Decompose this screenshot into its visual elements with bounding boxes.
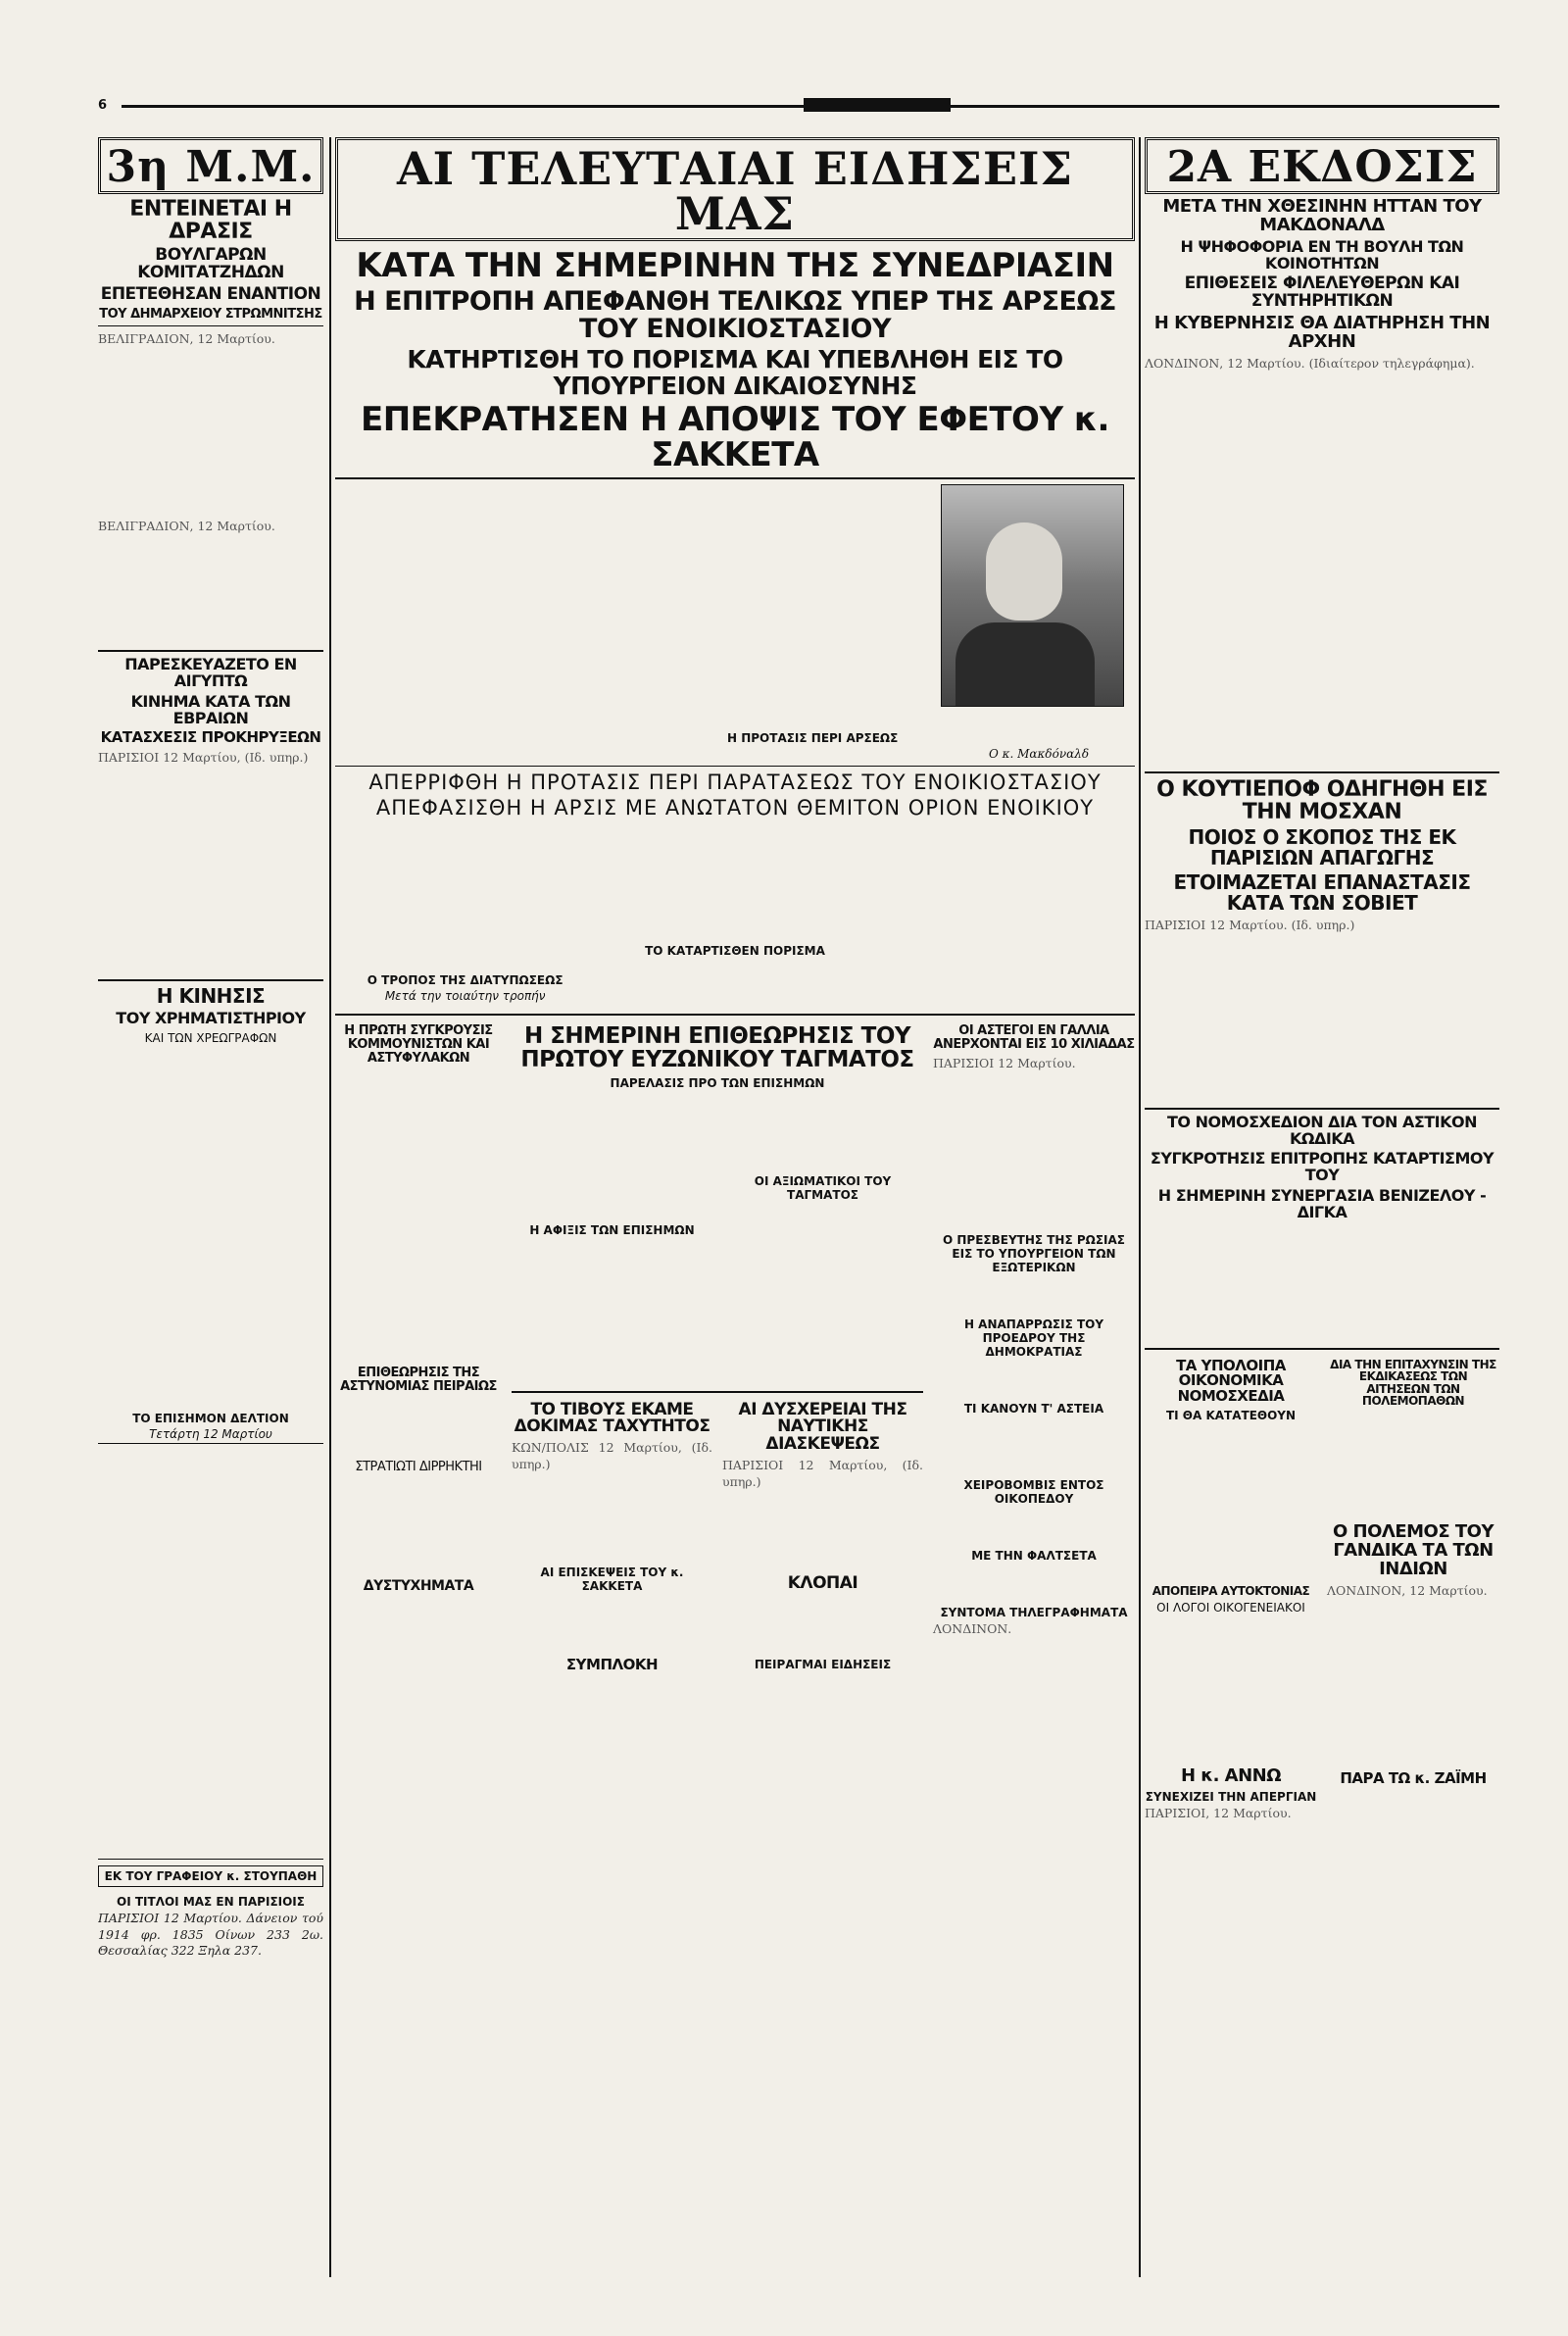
headline-rejected: ΑΠΕΡΡΙΦΘΗ Η ΠΡΟΤΑΣΙΣ ΠΕΡΙ ΠΑΡΑΤΑΣΕΩΣ ΤΟΥ ΕΝΟΙΚΙΟΣΤΑΣΙΟΥ [368,770,1102,795]
headline-accidents: ΔΥΣΤΥΧΗΜΑΤΑ [363,1578,474,1595]
headline-naval-conference: ΑΙ ΔΥΣΧΕΡΕΙΑΙ ΤΗΣ ΝΑΥΤΙΚΗΣ ΔΙΑΣΚΕΨΕΩΣ [738,1399,907,1455]
divider [335,766,1135,767]
article-column [512,1398,712,1677]
subhead-family-reasons: ΟΙ ΛΟΓΟΙ ΟΙΚΟΓΕΝΕΙΑΚΟΙ [1156,1601,1305,1615]
headline-macdonald-1: ΜΕΤΑ ΤΗΝ ΧΘΕΣΙΝΗΝ ΗΤΤΑΝ ΤΟΥ ΜΑΚΔΟΝΑΛΔ [1162,196,1482,235]
divider [1145,1108,1499,1110]
headline-homeless-france: ΟΙ ΑΣΤΕΓΟΙ ΕΝ ΓΑΛΛΙΑ ΑΝΕΡΧΟΝΤΑΙ ΕΙΣ 10 ΧΙΛΙΑΔΑΣ [933,1023,1135,1052]
dateline-london: ΛΟΝΔΙΝΟΝ. [933,1620,1012,1636]
headline-hand-grenade: ΧΕΙΡΟΒΟΜΒΙΣ ΕΝΤΟΣ ΟΙΚΟΠΕΔΟΥ [963,1477,1104,1506]
headline-tibous: ΤΟ ΤΙΒΟΥΣ ΕΚΑΜΕ ΔΟΚΙΜΑΣ ΤΑΧΥΤΗΤΟΣ [514,1399,710,1437]
headline-koutiepof-1: Ο ΚΟΥΤΙΕΠΟΦ ΟΔΗΓΗΘΗ ΕΙΣ ΤΗΝ ΜΟΣΧΑΝ [1156,776,1488,824]
rent-article [335,822,1135,1009]
lower-col-1 [335,1020,502,1815]
official-bulletin-title: ΤΟ ΕΠΙΣΗΜΟΝ ΔΕΛΤΙΟΝ [132,1411,289,1425]
headline-egypt-2: ΚΙΝΗΜΑ ΚΑΤΑ ΤΩΝ ΕΒΡΑΙΩΝ [130,691,291,727]
headline-thefts: ΚΛΟΠΑΙ [787,1572,858,1593]
headline-zaimis: ΠΑΡΑ ΤΩ κ. ΖΑΪΜΗ [1340,1769,1487,1788]
main-banner: ΑΙ ΤΕΛΕΥΤΑΙΑΙ ΕΙΔΗΣΕΙΣ ΜΑΣ [335,137,1135,241]
dateline-london-gandhi: ΛΟΝΔΙΝΟΝ, 12 Μαρτίου. [1327,1582,1488,1598]
article-body-placeholder [933,1417,1135,1476]
headline-president-recovery: Η ΑΝΑΠΑΡΡΩΣΙΣ ΤΟΥ ΠΡΟΕΔΡΟΥ ΤΗΣ ΔΗΜΟΚΡΑΤΙΑΣ [963,1317,1104,1359]
masthead-strip [804,98,951,112]
headline-anno: Η κ. ΑΝΝΩ [1180,1765,1282,1787]
lower-subgrid [512,1398,923,1677]
headline-koutiepof-2: ΠΟΙΟΣ Ο ΣΚΟΠΟΣ ΤΗΣ ΕΚ ΠΑΡΙΣΙΩΝ ΑΠΑΓΩΓΗΣ [1188,824,1456,870]
headline-committee-1: ΚΑΤΑ ΤΗΝ ΣΗΜΕΡΙΝΗΝ ΤΗΣ ΣΥΝΕΔΡΙΑΣΙΝ [356,246,1114,285]
headline-russian-ambassador: Ο ΠΡΕΣΒΕΥΤΗΣ ΤΗΣ ΡΩΣΙΑΣ ΕΙΣ ΤΟ ΥΠΟΥΡΓΕΙΟΝ ΤΩΝ ΕΞΩΤΕΡΙΚΩΝ [943,1232,1125,1274]
page-number: 6 [98,98,108,113]
article-body-placeholder [1145,374,1499,767]
subhead-parade: ΠΑΡΕΛΑΣΙΣ ΠΡΟ ΤΩΝ ΕΠΙΣΗΜΩΝ [610,1075,825,1090]
headline-sakketa-visits: ΑΙ ΕΠΙΣΚΕΨΕΙΣ ΤΟΥ κ. ΣΑΚΚΕΤΑ [540,1566,684,1594]
headline-stock-1: Η ΚΙΝΗΣΙΣ [156,983,266,1008]
running-head [98,98,1499,112]
article-body-placeholder [98,1047,323,1410]
right-lower-grid [1145,1355,1499,1825]
headline-bulgarian-1: ΕΝΤΕΙΝΕΤΑΙ Η ΔΡΑΣΙΣ [129,197,292,245]
article-body-placeholder [1327,1601,1499,1767]
dateline-london-1: ΛΟΝΔΙΝΟΝ, 12 Μαρτίου. (Ιδιαίτερον τηλεγράφημα). [1145,355,1475,371]
footer-securities-title: ΟΙ ΤΙΤΛΟΙ ΜΑΣ ΕΝ ΠΑΡΙΣΙΟΙΣ [117,1894,305,1909]
footer-securities-body: ΠΑΡΙΣΙΟΙ 12 Μαρτίου. Δάνειον τού 1914 φρ. 1835 Οίνων 233 2ω. Θεσσαλίας 322 Ξηλα 237. [98,1910,323,1959]
lower-col-2 [512,1020,923,1815]
official-bulletin-date: Τετάρτη 12 Μαρτίου [149,1426,272,1441]
headline-stock-2: ΤΟΥ ΧΡΗΜΑΤΙΣΤΗΡΙΟΥ [116,1008,306,1027]
article-body-placeholder [98,769,323,974]
subhead-porisma: ΤΟ ΚΑΤΑΡΤΙΣΘΕΝ ΠΟΡΙΣΜΑ [645,944,825,959]
headline-scuffle: ΣΥΜΠΛΟΚΗ [565,1656,659,1674]
subhead-officers: ΟΙ ΑΞΙΩΜΑΤΙΚΟΙ ΤΟΥ ΤΑΓΜΑΤΟΣ [754,1173,892,1202]
photo-caption: Ο κ. Μακδόναλδ [988,747,1090,762]
headline-jokes: ΤΙ ΚΑΝΟΥΝ Τ' ΑΣΤΕΙΑ [963,1401,1104,1416]
column-left [98,137,323,2248]
article-body-placeholder [335,1069,502,1363]
article-body-placeholder [335,1598,502,1814]
headline-macdonald-4: Η ΚΥΒΕΡΝΗΣΙΣ ΘΑ ΔΙΑΤΗΡΗΣΗ ΤΗΝ ΑΡΧΗΝ [1153,313,1491,352]
article-body-placeholder [933,1361,1135,1400]
article-column [537,486,731,727]
divider [335,477,1135,479]
article-body-placeholder [722,1094,923,1172]
subhead-arrival: Η ΑΦΙΞΙΣ ΤΩΝ ΕΠΙΣΗΜΩΝ [529,1222,695,1237]
article-column [722,1398,923,1677]
column-rule [329,137,331,2277]
article-body-placeholder [933,1508,1135,1547]
headline-committee-3: ΚΑΤΗΡΤΙΣΘΗ ΤΟ ΠΟΡΙΣΜΑ ΚΑΙ ΥΠΕΒΛΗΘΗ ΕΙΣ ΤΟ ΥΠΟΥΡΓΕΙΟΝ ΔΙΚΑΙΟΣΥΝΗΣ [407,345,1063,400]
article-body-placeholder [1145,936,1499,1103]
headline-committee-2: Η ΕΠΙΤΡΟΠΗ ΑΠΕΦΑΝΘΗ ΤΕΛΙΚΩΣ ΥΠΕΡ ΤΗΣ ΑΡΣΕΩΣ ΤΟΥ ΕΝΟΙΚΙΟΣΤΑΣΙΟΥ [354,285,1116,345]
dateline-belgrade-1: ΒΕΛΙΓΡΑΔΙΟΝ, 12 Μαρτίου. [98,331,275,347]
headline-war-victims: ΔΙΑ ΤΗΝ ΕΠΙΤΑΧΥΝΣΙΝ ΤΗΣ ΕΚΔΙΚΑΣΕΩΣ ΤΩΝ ΑΙΤΗΣΕΩΝ ΤΩΝ ΠΟΛΕΜΟΠΑΘΩΝ [1330,1357,1496,1409]
column-rule [1139,137,1141,2277]
article-body-placeholder [605,824,864,942]
macdonald-portrait-image [941,484,1124,707]
headline-bulgarian-4: ΤΟΥ ΔΗΜΑΡΧΕΙΟΥ ΣΤΡΩΜΝΙΤΣΗΣ [99,306,322,322]
dateline-paris-anno: ΠΑΡΙΣΙΟΙ, 12 Μαρτίου. [1145,1806,1292,1821]
article-body-placeholder [1145,1225,1499,1343]
article-body-placeholder [1327,1412,1499,1519]
headline-clash: Η ΠΡΩΤΗ ΣΥΓΚΡΟΥΣΙΣ ΚΟΜΜΟΥΝΙΣΤΩΝ ΚΑΙ ΑΣΤΥΦΥΛΑΚΩΝ [344,1023,493,1066]
edition-banner-3pm: 3η Μ.Μ. [98,137,323,194]
headline-egypt-3: ΚΑΤΑΣΧΕΣΙΣ ΠΡΟΚΗΡΥΞΕΩΝ [100,728,321,747]
subhead-wording-note: Μετά την τοιαύτην τροπήν [384,989,546,1004]
divider [1145,771,1499,773]
headline-bulgarian-3: ΕΠΕΤΕΘΗΣΑΝ ΕΝΑΝΤΙΟΝ [100,283,321,304]
article-column [739,486,933,727]
headline-committee-4: ΕΠΕΚΡΑΤΗΣΕΝ Η ΑΠΟΨΙΣ ΤΟΥ ΕΦΕΤΟΥ κ. ΣΑΚΚΕΤΑ [361,399,1109,474]
headline-macdonald-3: ΕΠΙΘΕΣΕΙΣ ΦΙΛΕΛΕΥΘΕΡΩΝ ΚΑΙ ΣΥΝΤΗΡΗΤΙΚΩΝ [1184,273,1460,312]
headline-macdonald-2: Η ΨΗΦΟΦΟΡΙΑ ΕΝ ΤΗ ΒΟΥΛΗ ΤΩΝ ΚΟΙΝΟΤΗΤΩΝ [1180,236,1464,273]
article-column [512,1092,712,1386]
evzone-article [512,1092,923,1386]
headline-stock-3: ΚΑΙ ΤΩΝ ΧΡΕΩΓΡΑΦΩΝ [144,1030,277,1045]
article-body-placeholder [722,1493,923,1571]
article-column [335,822,595,1009]
headline-civil-code-2: ΣΥΓΚΡΟΤΗΣΙΣ ΕΠΙΤΡΟΠΗΣ ΚΑΤΑΡΤΙΣΜΟΥ ΤΟΥ [1150,1149,1494,1185]
article-body-placeholder [1145,1616,1317,1764]
article-body-placeholder [933,1565,1135,1604]
edition-banner-2nd: 2Α ΕΚΔΟΣΙΣ [1145,137,1499,194]
committee-article [335,484,1135,729]
article-body-placeholder [933,1074,1135,1231]
divider [98,325,323,326]
market-table [98,1443,323,1860]
subhead-proposal: Η ΠΡΟΤΑΣΙΣ ΠΕΡΙ ΑΡΣΕΩΣ [727,731,899,746]
headline-evzone-inspection: Η ΣΗΜΕΡΙΝΗ ΕΠΙΘΕΩΡΗΣΙΣ ΤΟΥ ΠΡΩΤΟΥ ΕΥΖΩΝΙΚΟΥ ΤΑΓΜΑΤΟΣ [520,1023,914,1073]
divider [98,979,323,981]
article-body-placeholder [512,1094,712,1221]
headline-gandhi-war: Ο ΠΟΛΕΜΟΣ ΤΟΥ ΓΑΝΔΙΚΑ ΤΑ ΤΩΝ ΙΝΔΙΩΝ [1332,1520,1494,1579]
headline-short-telegrams: ΣΥΝΤΟΜΑ ΤΗΛΕΓΡΑΦΗΜΑΤΑ [940,1605,1128,1619]
article-column [1327,1355,1499,1825]
headline-piraeus-police: ΕΠΙΘΕΩΡΗΣΙΣ ΤΗΣ ΑΣΤΥΝΟΜΙΑΣ ΠΕΙΡΑΙΩΣ [340,1366,497,1394]
subhead-anno-strike: ΣΥΝΕΧΙΖΕΙ ΤΗΝ ΑΠΕΡΓΙΑΝ [1145,1790,1317,1805]
dateline-paris: ΠΑΡΙΣΙΟΙ 12 Μαρτίου, (Ιδ. υπηρ.) [98,750,309,766]
subhead-to-be-submitted: ΤΙ ΘΑ ΚΑΤΑΤΕΘΟΥΝ [1165,1408,1297,1422]
article-column [941,484,1135,729]
divider [335,1014,1135,1016]
divider [512,1391,923,1393]
article-column [875,824,1135,1007]
headline-penknife: ΜΕ ΤΗΝ ΦΑΛΤΣΕΤΑ [971,1548,1097,1563]
article-body-placeholder [512,1595,712,1654]
article-body-placeholder [335,1398,502,1457]
headline-piraeus-news: ΠΕΙΡΑΓΜΑΙ ΕΙΔΗΣΕΙΣ [754,1657,892,1671]
dateline-belgrade-2: ΒΕΛΙΓΡΑΔΙΟΝ, 12 Μαρτίου. [98,519,275,534]
article-column [605,822,864,1009]
lower-grid [335,1020,1135,1815]
headline-soldier-burglars: ΣΤΡΑΤΙΩΤΙ ΔΙΡΡΗΚΤΗΙ [355,1459,482,1474]
headline-egypt-1: ΠΑΡΕΣΚΕΥΑΖΕΤΟ ΕΝ ΑΙΓΥΠΤΩ [124,655,297,690]
article-body-placeholder [512,1475,712,1564]
article-body-placeholder [933,1276,1135,1316]
dateline-paris-naval: ΠΑΡΙΣΙΟΙ 12 Μαρτίου, (Ιδ. υπηρ.) [722,1458,923,1490]
lower-col-3 [933,1020,1135,1815]
article-body-placeholder [98,350,323,517]
article-column [1145,1355,1317,1825]
headline-bulgarian-2: ΒΟΥΛΓΑΡΩΝ ΚΟΜΙΤΑΤΖΗΔΩΝ [137,245,284,283]
column-center [335,137,1135,2248]
subhead-wording: Ο ΤΡΟΠΟΣ ΤΗΣ ΔΙΑΤΥΠΩΣΕΩΣ [367,973,564,988]
headline-economic-bills: ΤΑ ΥΠΟΛΟΙΠΑ ΟΙΚΟΝΟΜΙΚΑ ΝΟΜΟΣΧΕΔΙΑ [1176,1356,1286,1406]
divider [1145,1348,1499,1350]
article-column [335,486,529,727]
article-body-placeholder [335,1477,502,1575]
headline-civil-code-3: Η ΣΗΜΕΡΙΝΗ ΣΥΝΕΡΓΑΣΙΑ ΒΕΝΙΖΕΛΟΥ - ΔΙΓΚΑ [1157,1185,1487,1221]
article-body-placeholder [1145,1424,1317,1581]
headline-decided: ΑΠΕΦΑΣΙΣΘΗ Η ΑΡΣΙΣ ΜΕ ΑΝΩΤΑΤΟΝ ΘΕΜΙΤΟΝ ΟΡΙΟΝ ΕΝΟΙΚΙΟΥ [375,796,1095,820]
dateline-paris-2: ΠΑΡΙΣΙΟΙ 12 Μαρτίου. (Ιδ. υπηρ.) [1145,917,1355,932]
dateline-paris-homeless: ΠΑΡΙΣΙΟΙ 12 Μαρτίου. [933,1055,1076,1070]
footer-office-box: ΕΚ ΤΟΥ ΓΡΑΦΕΙΟΥ κ. ΣΤΟΥΠΑΘΗ [98,1865,323,1887]
dateline-constantinople: ΚΩΝ/ΠΟΛΙΣ 12 Μαρτίου, (Ιδ. υπηρ.) [512,1440,712,1472]
divider [98,650,323,652]
article-body-placeholder [722,1597,923,1656]
article-column [722,1092,923,1386]
headline-suicide-attempt: ΑΠΟΠΕΙΡΑ ΑΥΤΟΚΤΟΝΙΑΣ [1152,1583,1310,1598]
column-right [1145,137,1499,2248]
article-body-placeholder [98,537,323,645]
headline-koutiepof-3: ΕΤΟΙΜΑΖΕΤΑΙ ΕΠΑΝΑΣΤΑΣΙΣ ΚΑΤΑ ΤΩΝ ΣΟΒΙΕΤ [1173,870,1471,915]
article-body-placeholder [335,824,595,971]
headline-civil-code-1: ΤΟ ΝΟΜΟΣΧΕΔΙΟΝ ΔΙΑ ΤΟΝ ΑΣΤΙΚΟΝ ΚΩΔΙΚΑ [1166,1112,1478,1148]
